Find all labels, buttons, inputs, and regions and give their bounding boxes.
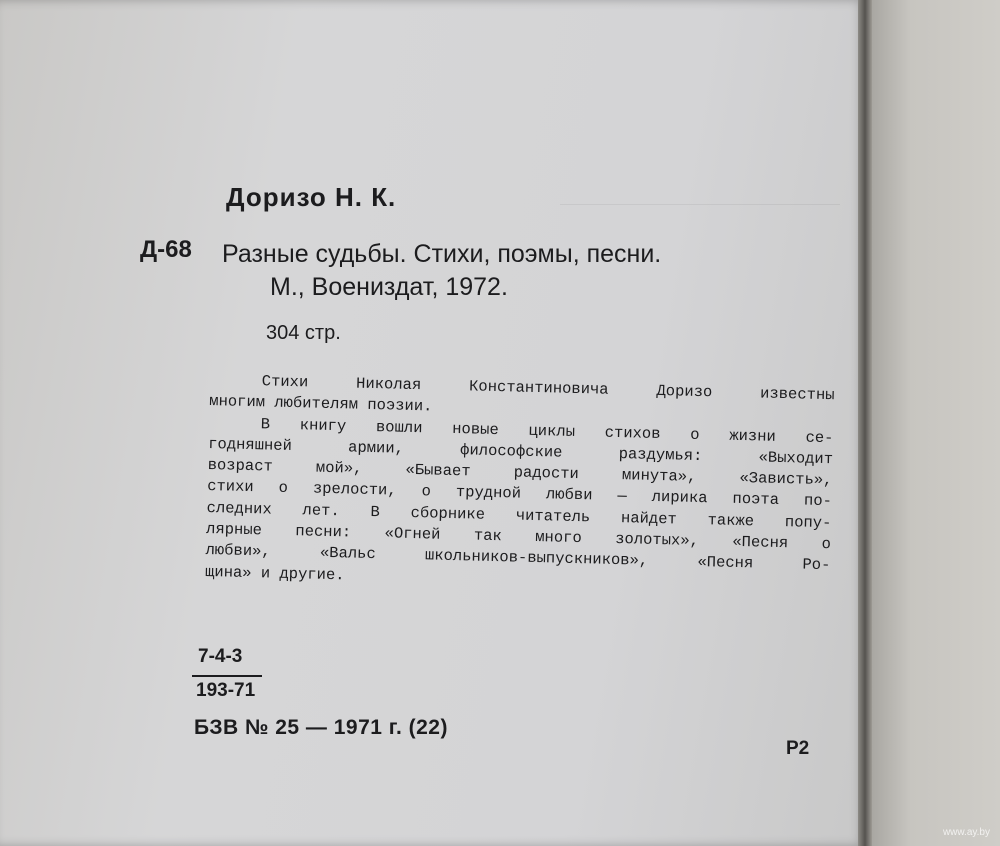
- catalog-code: Д-68: [140, 236, 192, 263]
- annotation-word: «Выходит: [758, 448, 834, 469]
- annotation-word: книгу: [299, 415, 347, 435]
- price-code: Р2: [786, 738, 810, 759]
- annotation-word: попу-: [784, 512, 832, 533]
- annotation-word: «Песня: [697, 553, 754, 573]
- classification-top: 7-4-3: [198, 646, 243, 667]
- bzv-number: БЗВ № 25 — 1971 г. (22): [194, 716, 448, 739]
- annotation-word: так: [473, 526, 502, 546]
- title-line: Разные судьбы. Стихи, поэмы, песни.: [222, 240, 662, 268]
- annotation-word: минута»,: [621, 466, 697, 487]
- adjacent-page: [872, 0, 1000, 846]
- classification-bottom: 193-71: [196, 680, 256, 701]
- annotation-word: В: [370, 502, 381, 521]
- annotation-word: о: [278, 479, 289, 498]
- annotation-word: «Зависть»,: [739, 469, 833, 490]
- annotation-word: се-: [805, 428, 834, 447]
- annotation-word: лярные: [205, 520, 263, 540]
- annotation-word: «Огней: [384, 524, 441, 544]
- annotation-word: трудной: [455, 483, 522, 504]
- annotation-word: В: [260, 414, 271, 434]
- classification-rule: [192, 675, 262, 677]
- annotation-word: циклы: [528, 421, 576, 441]
- annotation-word: Николая: [355, 374, 422, 395]
- author-name: Доризо Н. К.: [226, 182, 397, 212]
- annotation-word: найдет: [620, 508, 678, 529]
- annotation-word: армии,: [347, 438, 405, 458]
- annotation-word: стихов: [604, 423, 661, 443]
- annotation-word: философские: [459, 441, 563, 462]
- annotation-word: любителям: [274, 393, 359, 414]
- annotation-word: сборнике: [410, 503, 486, 524]
- annotation-text: [205, 370, 835, 598]
- annotation-word: годняшней: [207, 434, 293, 455]
- annotation-word: школьников-выпускников»,: [424, 546, 649, 571]
- annotation-word: жизни: [729, 426, 777, 446]
- annotation-word: много: [535, 528, 582, 548]
- annotation-word: «Бывает: [405, 460, 471, 481]
- annotation-word: также: [707, 510, 755, 531]
- annotation-word: лирика: [651, 488, 708, 508]
- page-count: 304 стр.: [266, 322, 341, 344]
- book-title: [222, 238, 842, 304]
- watermark: www.ay.by: [942, 827, 990, 838]
- annotation-word: радости: [513, 463, 580, 484]
- book-spine: [858, 0, 872, 846]
- annotation-word: о: [421, 482, 432, 501]
- annotation-word: зрелости,: [312, 480, 397, 501]
- annotation-word: известны: [759, 384, 835, 405]
- annotation-word: «Вальс: [319, 544, 376, 564]
- annotation-word: и: [260, 563, 271, 583]
- annotation-word: Константиновича: [468, 377, 609, 399]
- annotation-word: лет.: [302, 501, 340, 520]
- annotation-word: любви»,: [205, 541, 271, 561]
- annotation-word: о: [821, 535, 832, 554]
- annotation-word: золотых»,: [614, 530, 700, 551]
- annotation-word: о: [690, 425, 700, 444]
- annotation-word: Стихи: [261, 372, 309, 392]
- annotation-word: поэзии.: [367, 396, 433, 416]
- annotation-word: стихи: [206, 477, 254, 497]
- annotation-word: мой»,: [315, 458, 363, 478]
- annotation-word: —: [617, 487, 627, 506]
- annotation-word: возраст: [207, 456, 273, 476]
- annotation-word: песни:: [295, 522, 352, 542]
- annotation-word: Доризо: [656, 381, 713, 402]
- annotation-word: следних: [206, 498, 272, 519]
- annotation-word: другие.: [279, 564, 345, 585]
- annotation-word: читатель: [515, 506, 591, 527]
- annotation-word: щина»: [204, 562, 252, 582]
- annotation-word: по-: [803, 492, 833, 511]
- annotation-word: любви: [545, 485, 593, 505]
- annotation-word: поэта: [732, 490, 780, 510]
- annotation-word: новые: [452, 419, 499, 439]
- annotation-word: Ро-: [802, 555, 831, 575]
- annotation-word: «Песня: [732, 532, 789, 553]
- annotation-word: вошли: [375, 417, 423, 437]
- annotation-word: раздумья:: [618, 444, 703, 465]
- title-line: М., Воениздат, 1972.: [270, 273, 508, 301]
- annotation-word: многим: [209, 392, 266, 412]
